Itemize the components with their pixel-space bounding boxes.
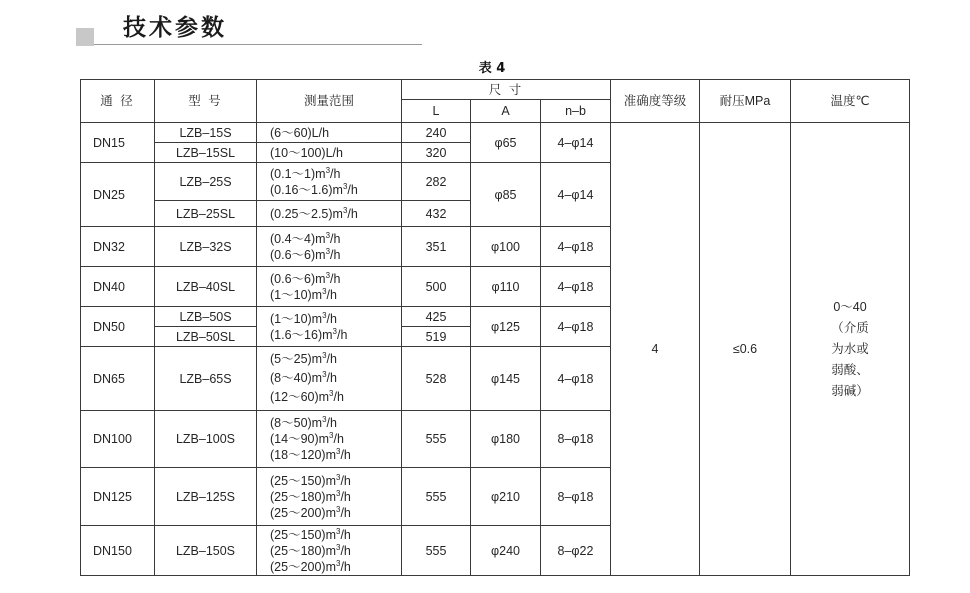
cell-L: 555: [402, 411, 471, 468]
cell-range: [257, 267, 402, 307]
cell-model: LZB–50SL: [155, 327, 257, 347]
range-line: (1～10)m: [270, 311, 323, 326]
cell-dn: DN65: [81, 347, 155, 411]
cell-L: 240: [402, 123, 471, 143]
header-temperature: 温度℃: [791, 80, 910, 123]
cell-model: LZB–40SL: [155, 267, 257, 307]
temperature-line: 弱酸、: [831, 362, 869, 377]
cell-dn: DN32: [81, 227, 155, 267]
section-marker: [76, 28, 94, 46]
cell-range: (10～100)L/h: [257, 143, 402, 163]
temperature-line: 弱碱）: [831, 383, 869, 398]
cell-model: LZB–15S: [155, 123, 257, 143]
cell-range: [257, 347, 402, 411]
cell-nb: 4–φ18: [541, 307, 611, 347]
temperature-line: 为水或: [831, 341, 869, 356]
cell-L: 555: [402, 526, 471, 576]
cell-A: φ145: [471, 347, 541, 411]
unit-exponent: 3: [329, 388, 334, 398]
unit-exponent: 3: [332, 326, 337, 336]
cell-L: 320: [402, 143, 471, 163]
header-passage: 通 径: [81, 80, 155, 123]
header-nb: n–b: [541, 100, 611, 123]
unit-tail: /h: [340, 559, 351, 574]
cell-dn: DN15: [81, 123, 155, 163]
unit-exponent: 3: [336, 472, 341, 482]
cell-dn: DN40: [81, 267, 155, 307]
cell-range: [257, 163, 402, 201]
cell-A: φ180: [471, 411, 541, 468]
cell-nb: 4–φ18: [541, 347, 611, 411]
range-line: (8～40)m: [270, 371, 323, 385]
unit-exponent: 3: [336, 542, 341, 552]
unit-tail: /h: [340, 543, 351, 558]
unit-tail: /h: [330, 231, 341, 246]
cell-A: φ125: [471, 307, 541, 347]
unit-exponent: 3: [336, 504, 341, 514]
range-line: (0.25～2.5)m: [270, 206, 343, 221]
range-line: (25～180)m: [270, 489, 336, 504]
cell-dn: DN125: [81, 468, 155, 526]
unit-exponent: 3: [336, 488, 341, 498]
temperature-line: （介质: [831, 320, 869, 335]
range-line: (0.16～1.6)m: [270, 182, 343, 197]
unit-exponent: 3: [342, 205, 348, 215]
cell-model: LZB–125S: [155, 468, 257, 526]
range-line: (8～50)m: [270, 416, 323, 430]
cell-range: (6～60)L/h: [257, 123, 402, 143]
range-line: (0.6～6)m: [270, 247, 326, 262]
temperature-line: 0～40: [833, 299, 867, 314]
cell-model: LZB–65S: [155, 347, 257, 411]
cell-A: φ240: [471, 526, 541, 576]
unit-exponent: 3: [336, 526, 341, 536]
section-title: 技术参数: [123, 15, 227, 41]
unit-tail: /h: [347, 182, 358, 197]
unit-tail: /h: [347, 206, 358, 221]
cell-nb: 4–φ18: [541, 267, 611, 307]
unit-tail: /h: [326, 371, 337, 385]
cell-dn: DN150: [81, 526, 155, 576]
table-caption: 表 4: [478, 61, 506, 76]
unit-tail: /h: [330, 271, 341, 286]
cell-model: LZB–50S: [155, 307, 257, 327]
cell-L: 519: [402, 327, 471, 347]
unit-exponent: 3: [325, 246, 331, 256]
unit-exponent: 3: [329, 430, 334, 440]
unit-exponent: 3: [342, 181, 348, 191]
header-range: 测量范围: [257, 80, 402, 123]
cell-range: [257, 201, 402, 227]
unit-tail: /h: [326, 311, 337, 326]
cell-L: 282: [402, 163, 471, 201]
cell-A: φ210: [471, 468, 541, 526]
range-line: (18～120)m: [270, 448, 336, 462]
cell-dn: DN100: [81, 411, 155, 468]
header-model: 型 号: [155, 80, 257, 123]
cell-A: φ100: [471, 227, 541, 267]
header-accuracy: 准确度等级: [611, 80, 700, 123]
header-pressure: 耐压MPa: [700, 80, 791, 123]
header-L: L: [402, 100, 471, 123]
cell-accuracy: 4: [611, 123, 700, 576]
unit-tail: /h: [336, 327, 348, 342]
cell-L: 425: [402, 307, 471, 327]
cell-dn: DN25: [81, 163, 155, 227]
cell-L: 351: [402, 227, 471, 267]
range-line: (0.1～1)m: [270, 166, 326, 181]
header-row: [81, 80, 910, 100]
cell-L: 432: [402, 201, 471, 227]
title-underline: [94, 44, 422, 45]
cell-A: φ110: [471, 267, 541, 307]
cell-model: LZB–32S: [155, 227, 257, 267]
cell-L: 555: [402, 468, 471, 526]
unit-tail: /h: [340, 448, 351, 462]
cell-model: LZB–25SL: [155, 201, 257, 227]
cell-range: [257, 227, 402, 267]
cell-pressure: ≤0.6: [700, 123, 791, 576]
range-line: (1～10)m: [270, 287, 323, 302]
unit-exponent: 3: [325, 165, 331, 175]
range-line: (5～25)m: [270, 352, 323, 366]
cell-nb: 8–φ18: [541, 468, 611, 526]
cell-nb: 4–φ18: [541, 227, 611, 267]
cell-dn: DN50: [81, 307, 155, 347]
unit-exponent: 3: [322, 414, 327, 424]
cell-range: [257, 526, 402, 576]
range-line: (25～150)m: [270, 527, 336, 542]
header-A: A: [471, 100, 541, 123]
unit-exponent: 3: [322, 369, 327, 379]
range-line: (25～200)m: [270, 505, 336, 520]
unit-tail: /h: [333, 432, 344, 446]
unit-tail: /h: [340, 473, 351, 488]
unit-tail: /h: [333, 390, 344, 404]
unit-tail: /h: [326, 287, 337, 302]
cell-nb: 8–φ22: [541, 526, 611, 576]
cell-model: LZB–150S: [155, 526, 257, 576]
cell-model: LZB–25S: [155, 163, 257, 201]
cell-range: [257, 307, 402, 347]
unit-exponent: 3: [336, 558, 341, 568]
cell-model: LZB–15SL: [155, 143, 257, 163]
range-line: (25～150)m: [270, 473, 336, 488]
unit-tail: /h: [340, 505, 351, 520]
unit-tail: /h: [330, 166, 341, 181]
unit-tail: /h: [330, 247, 341, 262]
cell-A: φ65: [471, 123, 541, 163]
range-line: (0.4～4)m: [270, 231, 326, 246]
cell-L: 500: [402, 267, 471, 307]
range-line: (0.6～6)m: [270, 271, 326, 286]
range-line: (12～60)m: [270, 390, 330, 404]
unit-tail: /h: [326, 416, 337, 430]
cell-nb: 4–φ14: [541, 163, 611, 227]
cell-temperature: [791, 123, 910, 576]
range-line: (14～90)m: [270, 432, 330, 446]
unit-exponent: 3: [336, 446, 341, 456]
cell-range: [257, 411, 402, 468]
range-line: (25～180)m: [270, 543, 336, 558]
unit-tail: /h: [340, 489, 351, 504]
unit-exponent: 3: [322, 286, 327, 296]
unit-exponent: 3: [325, 230, 331, 240]
range-line: (1.6～16)m: [270, 327, 333, 342]
cell-nb: 8–φ18: [541, 411, 611, 468]
unit-exponent: 3: [325, 270, 331, 280]
cell-L: 528: [402, 347, 471, 411]
cell-A: φ85: [471, 163, 541, 227]
spec-table: [80, 79, 910, 576]
unit-exponent: 3: [322, 350, 327, 360]
cell-range: [257, 468, 402, 526]
cell-nb: 4–φ14: [541, 123, 611, 163]
unit-tail: /h: [326, 352, 337, 366]
unit-tail: /h: [340, 527, 351, 542]
cell-model: LZB–100S: [155, 411, 257, 468]
table-row: [81, 123, 910, 143]
header-size: 尺 寸: [402, 80, 611, 100]
unit-exponent: 3: [322, 310, 327, 320]
range-line: (25～200)m: [270, 559, 336, 574]
